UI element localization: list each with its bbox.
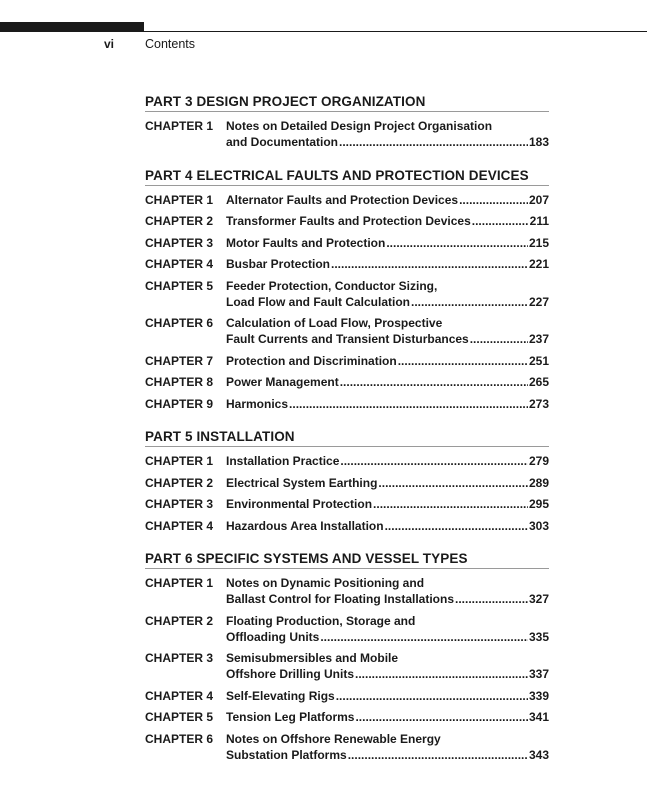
- chapter-title-line: [226, 374, 549, 390]
- chapter-title-line: [226, 613, 549, 629]
- chapter-title-text: Protection and Discrimination: [226, 353, 397, 368]
- dot-leader: [340, 374, 528, 390]
- chapter-label: CHAPTER 1: [145, 192, 214, 207]
- page-ref[interactable]: 183: [528, 135, 549, 149]
- dot-leader: [355, 709, 528, 725]
- dot-leader: [331, 256, 528, 272]
- chapter-label: CHAPTER 9: [145, 396, 214, 411]
- dot-leader: [455, 591, 528, 607]
- chapter-title-text: Tension Leg Platforms: [226, 710, 355, 724]
- dot-leader: [336, 688, 528, 704]
- chapter-title: [226, 475, 549, 491]
- page-ref[interactable]: 237: [528, 332, 549, 346]
- chapter-title-text: Harmonics: [226, 396, 289, 411]
- chapter-title-line: [226, 118, 549, 134]
- chapter-label: CHAPTER 3: [145, 235, 214, 250]
- chapter-title-text: Installation Practice: [226, 454, 340, 468]
- chapter-label: CHAPTER 2: [145, 475, 214, 490]
- page-ref[interactable]: 221: [528, 257, 549, 271]
- toc-entry[interactable]: [145, 189, 549, 211]
- chapter-label: CHAPTER 6: [145, 731, 214, 746]
- page-ref[interactable]: 207: [528, 192, 549, 207]
- chapter-title: [226, 192, 549, 208]
- page-ref[interactable]: 303: [528, 518, 549, 533]
- toc-entry[interactable]: [145, 450, 549, 472]
- chapter-title-line: [226, 256, 549, 272]
- toc-entry[interactable]: [145, 232, 549, 254]
- chapter-label: CHAPTER 6: [145, 316, 214, 330]
- chapter-label: CHAPTER 4: [145, 518, 214, 533]
- chapter-label: CHAPTER 7: [145, 353, 214, 368]
- toc-entry[interactable]: [145, 115, 549, 153]
- part-title: PART 3 DESIGN PROJECT ORGANIZATION: [145, 90, 549, 112]
- chapter-label: CHAPTER 1: [145, 576, 214, 590]
- toc-entry[interactable]: [145, 312, 549, 350]
- chapter-title: [226, 118, 549, 150]
- chapter-title-text: Calculation of Load Flow, Prospective: [226, 316, 443, 330]
- chapter-title-text: Self-Elevating Rigs: [226, 688, 335, 703]
- chapter-label: CHAPTER 4: [145, 688, 214, 703]
- page-ref[interactable]: 343: [528, 747, 549, 762]
- chapter-title-text: Fault Currents and Transient Disturbances: [226, 332, 469, 346]
- chapter-title: [226, 613, 549, 645]
- chapter-title-line: [226, 650, 549, 666]
- page-ref[interactable]: 227: [528, 294, 549, 309]
- chapter-title-line: [226, 518, 549, 534]
- chapter-title-line: [226, 331, 549, 347]
- chapter-title-line: [226, 747, 549, 763]
- chapter-label: CHAPTER 2: [145, 214, 214, 228]
- chapter-label: CHAPTER 1: [145, 454, 214, 468]
- table-of-contents: [145, 90, 549, 765]
- dot-leader: [340, 453, 528, 469]
- chapter-label: CHAPTER 2: [145, 613, 214, 628]
- chapter-title: [226, 353, 549, 369]
- chapter-title-text: Ballast Control for Floating Installations: [226, 592, 455, 606]
- chapter-title: [226, 315, 549, 347]
- chapter-title-line: [226, 453, 549, 469]
- toc-entry[interactable]: [145, 685, 549, 707]
- page-ref[interactable]: 337: [528, 667, 549, 681]
- dot-leader: [470, 331, 528, 347]
- chapter-title: [226, 496, 549, 512]
- part-title: PART 6 SPECIFIC SYSTEMS AND VESSEL TYPES: [145, 547, 549, 569]
- chapter-title: [226, 688, 549, 704]
- chapter-title-text: Hazardous Area Installation: [226, 518, 384, 533]
- toc-entry[interactable]: [145, 610, 549, 648]
- chapter-title: [226, 278, 549, 310]
- chapter-title-line: [226, 475, 549, 491]
- chapter-title-text: Load Flow and Fault Calculation: [226, 294, 411, 309]
- chapter-label: CHAPTER 5: [145, 278, 214, 293]
- dot-leader: [459, 192, 528, 208]
- page-ref[interactable]: 215: [528, 235, 549, 250]
- chapter-title-line: [226, 235, 549, 251]
- toc-entry[interactable]: [145, 371, 549, 393]
- page-ref[interactable]: 339: [528, 688, 549, 703]
- dot-leader: [339, 134, 528, 150]
- chapter-title: [226, 575, 549, 607]
- chapter-title-line: [226, 396, 549, 412]
- toc-entry[interactable]: [145, 393, 549, 415]
- chapter-title-line: [226, 315, 549, 331]
- chapter-title-line: [226, 709, 549, 725]
- toc-entry[interactable]: [145, 275, 549, 313]
- chapter-title-text: Offshore Drilling Units: [226, 667, 355, 681]
- header-rule: [144, 31, 647, 32]
- chapter-label: CHAPTER 3: [145, 651, 214, 665]
- chapter-title-text: Floating Production, Storage and: [226, 613, 416, 628]
- toc-entry[interactable]: [145, 493, 549, 515]
- chapter-title: [226, 235, 549, 251]
- chapter-title: [226, 213, 549, 229]
- dot-leader: [289, 396, 528, 412]
- toc-part: [145, 547, 549, 765]
- toc-entry[interactable]: [145, 572, 549, 610]
- header-bar: [0, 22, 144, 32]
- chapter-label: CHAPTER 3: [145, 497, 214, 511]
- chapter-title-line: [226, 213, 549, 229]
- toc-entry[interactable]: [145, 253, 549, 275]
- chapter-title-line: [226, 666, 549, 682]
- page-ref[interactable]: 265: [528, 375, 549, 389]
- chapter-title-line: [226, 496, 549, 512]
- chapter-title-text: Substation Platforms: [226, 747, 347, 762]
- chapter-title-text: Alternator Faults and Protection Devices: [226, 192, 459, 207]
- chapter-title-line: [226, 353, 549, 369]
- chapter-title-text: Power Management: [226, 375, 339, 389]
- chapter-title-line: [226, 591, 549, 607]
- chapter-title-line: [226, 688, 549, 704]
- chapter-title: [226, 731, 549, 763]
- part-title: PART 4 ELECTRICAL FAULTS AND PROTECTION DEVICES: [145, 164, 549, 186]
- chapter-title-line: [226, 192, 549, 208]
- chapter-title: [226, 518, 549, 534]
- chapter-label: CHAPTER 4: [145, 257, 214, 271]
- dot-leader: [348, 747, 528, 763]
- dot-leader: [373, 496, 528, 512]
- chapter-label: CHAPTER 1: [145, 119, 214, 133]
- chapter-title-text: Motor Faults and Protection: [226, 235, 386, 250]
- page-ref[interactable]: 327: [528, 592, 549, 606]
- dot-leader: [320, 629, 528, 645]
- chapter-label: CHAPTER 5: [145, 710, 214, 724]
- chapter-title-text: Environmental Protection: [226, 497, 373, 511]
- toc-entry[interactable]: [145, 728, 549, 766]
- toc-part: [145, 425, 549, 536]
- page-ref[interactable]: 211: [529, 214, 549, 228]
- chapter-title: [226, 709, 549, 725]
- part-title: PART 5 INSTALLATION: [145, 425, 549, 447]
- page-ref[interactable]: 279: [528, 454, 549, 468]
- chapter-title-line: [226, 294, 549, 310]
- dot-leader: [385, 518, 528, 534]
- page-ref[interactable]: 273: [528, 396, 549, 411]
- dot-leader: [411, 294, 528, 310]
- toc-entry[interactable]: [145, 706, 549, 728]
- chapter-title: [226, 650, 549, 682]
- dot-leader: [472, 213, 529, 229]
- chapter-title-text: Feeder Protection, Conductor Sizing,: [226, 278, 438, 293]
- chapter-title: [226, 453, 549, 469]
- page-ref[interactable]: 295: [528, 497, 549, 511]
- dot-leader: [378, 475, 528, 491]
- page-number: vi: [104, 37, 115, 51]
- chapter-title-text: Semisubmersibles and Mobile: [226, 651, 399, 665]
- chapter-title-text: Notes on Detailed Design Project Organisation: [226, 119, 493, 133]
- page-ref[interactable]: 251: [528, 353, 549, 368]
- running-head: Contents: [145, 37, 196, 51]
- page-ref[interactable]: 289: [528, 475, 549, 490]
- toc-entry[interactable]: [145, 647, 549, 685]
- chapter-title: [226, 396, 549, 412]
- chapter-title: [226, 256, 549, 272]
- chapter-title-text: Notes on Dynamic Positioning and: [226, 576, 425, 590]
- chapter-title-line: [226, 575, 549, 591]
- chapter-title: [226, 374, 549, 390]
- chapter-title-text: Transformer Faults and Protection Devices: [226, 214, 471, 228]
- chapter-title-line: [226, 134, 549, 150]
- chapter-label: CHAPTER 8: [145, 375, 214, 389]
- toc-entry[interactable]: [145, 210, 549, 232]
- chapter-title-text: Notes on Offshore Renewable Energy: [226, 731, 441, 746]
- toc-entry[interactable]: [145, 472, 549, 494]
- toc-part: [145, 90, 549, 153]
- toc-entry[interactable]: [145, 515, 549, 537]
- dot-leader: [386, 235, 528, 251]
- chapter-title-line: [226, 278, 549, 294]
- dot-leader: [355, 666, 528, 682]
- dot-leader: [398, 353, 528, 369]
- chapter-title-text: and Documentation: [226, 135, 339, 149]
- chapter-title-text: Busbar Protection: [226, 257, 331, 271]
- page-ref[interactable]: 341: [528, 710, 549, 724]
- page-ref[interactable]: 335: [528, 629, 549, 644]
- toc-part: [145, 164, 549, 415]
- chapter-title-text: Offloading Units: [226, 629, 320, 644]
- chapter-title-line: [226, 731, 549, 747]
- chapter-title-text: Electrical System Earthing: [226, 475, 378, 490]
- toc-entry[interactable]: [145, 350, 549, 372]
- chapter-title-line: [226, 629, 549, 645]
